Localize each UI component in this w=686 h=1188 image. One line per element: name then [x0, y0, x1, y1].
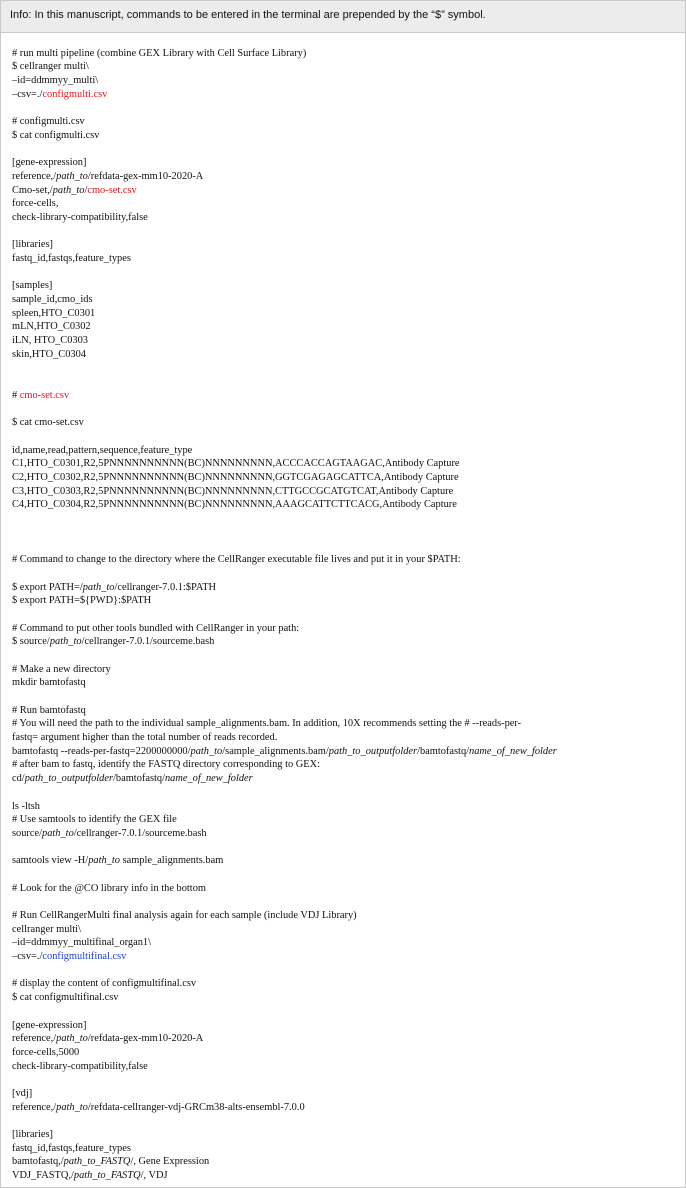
code-line [12, 895, 685, 909]
code-line [12, 786, 685, 800]
code-line [12, 430, 685, 444]
code-line: fastq_id,fastqs,feature_types [12, 253, 131, 264]
code-line: source/path_to/cellranger-7.0.1/sourceme.bash [12, 827, 207, 839]
code-line: fastq_id,fastqs,feature_types [12, 1142, 131, 1154]
code-line: ls -ltsh [12, 800, 41, 812]
code-line: VDJ_FASTQ,/path_to_FASTQ/, VDJ [12, 1170, 168, 1182]
code-line: skin,HTO_C0304 [12, 348, 86, 360]
code-line: reference,/path_to/refdata-gex-mm10-2020-A [12, 1033, 204, 1045]
code-line [12, 362, 685, 376]
code-line: $ cat configmultifinal.csv [12, 992, 119, 1004]
code-line: reference,/path_to/refdata-cellranger-vdj-GRCm38-alts-ensembl-7.0.0 [12, 1101, 305, 1113]
code-line [12, 1114, 685, 1128]
code-line [12, 539, 685, 553]
code-line [12, 512, 685, 526]
code-line: $ export PATH=${PWD}:$PATH [12, 595, 152, 607]
code-line: # Command to put other tools bundled with CellRanger in your path: [12, 622, 300, 634]
code-line: iLN, HTO_C0303 [12, 335, 89, 347]
code-line: [libraries] [12, 239, 53, 251]
code-line: Cmo-set,/path_to/cmo-set.csv [12, 184, 137, 196]
code-line: # display the content of configmultifinal.csv [12, 978, 197, 990]
code-line [12, 649, 685, 663]
code-line: # Use samtools to identify the GEX file [12, 814, 177, 826]
info-banner: Info: In this manuscript, commands to be entered in the terminal are prepended by the “$” symbol. [1, 1, 685, 33]
code-line: sample_id,cmo_ids [12, 294, 93, 306]
code-line: mkdir bamtofastq [12, 677, 86, 689]
code-line: C1,HTO_C0301,R2,5PNNNNNNNNNN(BC)NNNNNNNNN,ACCCACCAGTAAGAC,Antibody Capture [12, 458, 460, 470]
code-line: # configmulti.csv [12, 116, 85, 128]
code-line [12, 403, 685, 417]
code-line: cellranger multi\ [12, 923, 81, 935]
code-line: C4,HTO_C0304,R2,5PNNNNNNNNNN(BC)NNNNNNNNN,AAAGCATTCTTCACG,Antibody Capture [12, 499, 457, 511]
code-line: # Run bamtofastq [12, 704, 86, 716]
code-line: [samples] [12, 280, 53, 292]
code-line: $ cellranger multi\ [12, 61, 89, 73]
code-line: [gene-expression] [12, 1019, 87, 1031]
code-line: # cmo-set.csv [12, 389, 70, 401]
code-line [12, 143, 685, 157]
code-line [12, 266, 685, 280]
code-line [12, 608, 685, 622]
code-line: samtools view -H/path_to sample_alignments.bam [12, 855, 224, 867]
code-line: # after bam to fastq, identify the FASTQ directory corresponding to GEX: [12, 759, 320, 771]
code-line: # You will need the path to the individual sample_alignments.bam. In addition, 10X recommends setting the # --reads-per- [12, 718, 522, 730]
code-line [12, 868, 685, 882]
code-line: $ source/path_to/cellranger-7.0.1/sourceme.bash [12, 636, 215, 648]
code-line: –csv=./configmultifinal.csv [12, 951, 127, 963]
code-line: reference,/path_to/refdata-gex-mm10-2020-A [12, 170, 204, 182]
code-line: C2,HTO_C0302,R2,5PNNNNNNNNNN(BC)NNNNNNNNN,GGTCGAGAGCATTCA,Antibody Capture [12, 472, 459, 483]
code-line: # Command to change to the directory where the CellRanger executable file lives and put it in your $PATH: [12, 554, 461, 566]
code-line: C3,HTO_C0303,R2,5PNNNNNNNNNN(BC)NNNNNNNNN,CTTGCCGCATGTCAT,Antibody Capture [12, 485, 454, 497]
code-line: $ cat configmulti.csv [12, 129, 100, 141]
code-line: check-library-compatibility,false [12, 211, 148, 223]
code-line [12, 1005, 685, 1019]
code-line [12, 375, 685, 389]
code-line [12, 225, 685, 239]
code-line: # Look for the @CO library info in the bottom [12, 882, 206, 894]
code-line: –csv=./configmulti.csv [12, 88, 108, 100]
code-block [1, 33, 685, 1183]
code-line: force-cells,5000 [12, 1046, 80, 1058]
code-line [12, 33, 685, 47]
code-line: id,name,read,pattern,sequence,feature_type [12, 444, 193, 456]
code-line: # Make a new directory [12, 663, 111, 675]
code-line [12, 690, 685, 704]
code-line [12, 841, 685, 855]
code-line: force-cells, [12, 198, 59, 210]
code-line [12, 526, 685, 540]
code-line: [gene-expression] [12, 157, 87, 169]
code-line: check-library-compatibility,false [12, 1060, 148, 1072]
code-line: # Run CellRangerMulti final analysis again for each sample (include VDJ Library) [12, 910, 357, 921]
code-line [12, 567, 685, 581]
code-line: [libraries] [12, 1129, 53, 1140]
code-line [12, 1073, 685, 1087]
code-line: –id=ddmmyy_multi\ [12, 75, 99, 87]
code-line: # run multi pipeline (combine GEX Library with Cell Surface Library) [12, 47, 307, 59]
code-line: $ export PATH=/path_to/cellranger-7.0.1:$PATH [12, 581, 217, 593]
code-line [12, 101, 685, 115]
code-line: fastq= argument higher than the total number of reads recorded. [12, 732, 278, 744]
code-line: $ cat cmo-set.csv [12, 417, 84, 429]
code-line: [vdj] [12, 1087, 33, 1099]
code-line: bamtofastq,/path_to_FASTQ/, Gene Expression [12, 1156, 210, 1168]
code-line [12, 964, 685, 978]
code-line: spleen,HTO_C0301 [12, 307, 96, 319]
code-line: bamtofastq --reads-per-fastq=2200000000/path_to/sample_alignments.bam/path_to_outputfolder/bamtofastq/name_of_new_folder [12, 745, 557, 757]
code-line: –id=ddmmyy_multifinal_organ1\ [12, 937, 152, 949]
code-line: mLN,HTO_C0302 [12, 321, 91, 333]
code-line: cd/path_to_outputfolder/bamtofastq/name_of_new_folder [12, 773, 253, 785]
